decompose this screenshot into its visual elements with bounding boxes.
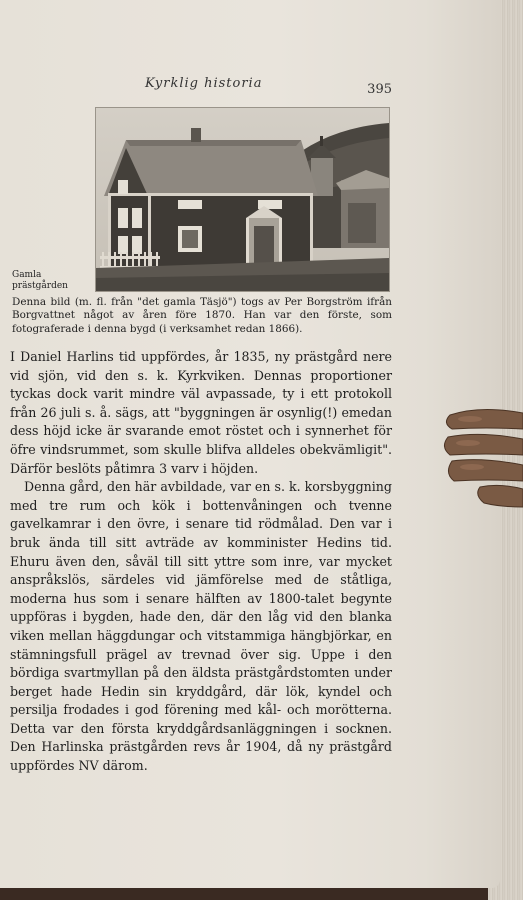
running-title: Kyrklig historia [145,76,263,91]
paragraph: Denna gård, den här avbildade, var en s. k. korsbyggning med tre rum och kök i bottenvåningen och tvenne gavelkamrar i den övre, i senare tid rödmålad. Den var i bruk ända till sitt avträde av komminister Hedins tid. Ehuru även den, såväl till sitt yttre som inre, var mycket anspråkslös, särdeles vid jämförelse med de ståtliga, moderna hus som i senare hälften av 1800-talet begynte uppföras i bygden, hade den, där den låg vid den blanka viken mellan häggdungar och vitstammiga hängbjörkar, en stämningsfull prägel av trevnad över sig. Uppe i den bördiga svartmyllan på den äldsta prästgårdstomten under berget hade Hedin sin kryddgård, där lök, kyndel och persilja frodades i god förening med kål- och morötterna. Detta var den första kryddgårdsanläggningen i socknen. Den Harlinska prästgården revs år 1904, då ny prästgård uppfördes NV därom. [10,479,392,774]
running-header [145,76,400,97]
hand-holding-book [440,395,523,510]
historic-photo-parsonage [95,107,390,292]
figure-side-caption: Gamla prästgården [12,270,68,291]
figure-caption: Denna bild (m. fl. från "det gamla Täsjö") togs av Per Borgström ifrån Borgvattnet något av åren före 1870. Han var den förste, som fotograferade i denna bygd (i verksamhet redan 1866). [12,296,392,335]
page-number: 395 [367,82,392,97]
body-text [10,348,392,776]
parsonage-illustration [96,108,389,291]
paragraph: I Daniel Harlins tid uppfördes, år 1835, ny prästgård nere vid sjön, vid den s. k. Kyrkviken. Dennas proportioner tyckas dock varit mindre väl avpassade, ty i ett protokoll från 26 juli s. å. sägs, att "byggningen är osynlig(!) emedan dess höjd icke är svarande emot röstet och i synnerhet för öfre vindsrummet, som skulle blifva alldeles obekvämligit". Därför beslöts påtimra 3 varv i höjden. [10,349,392,476]
